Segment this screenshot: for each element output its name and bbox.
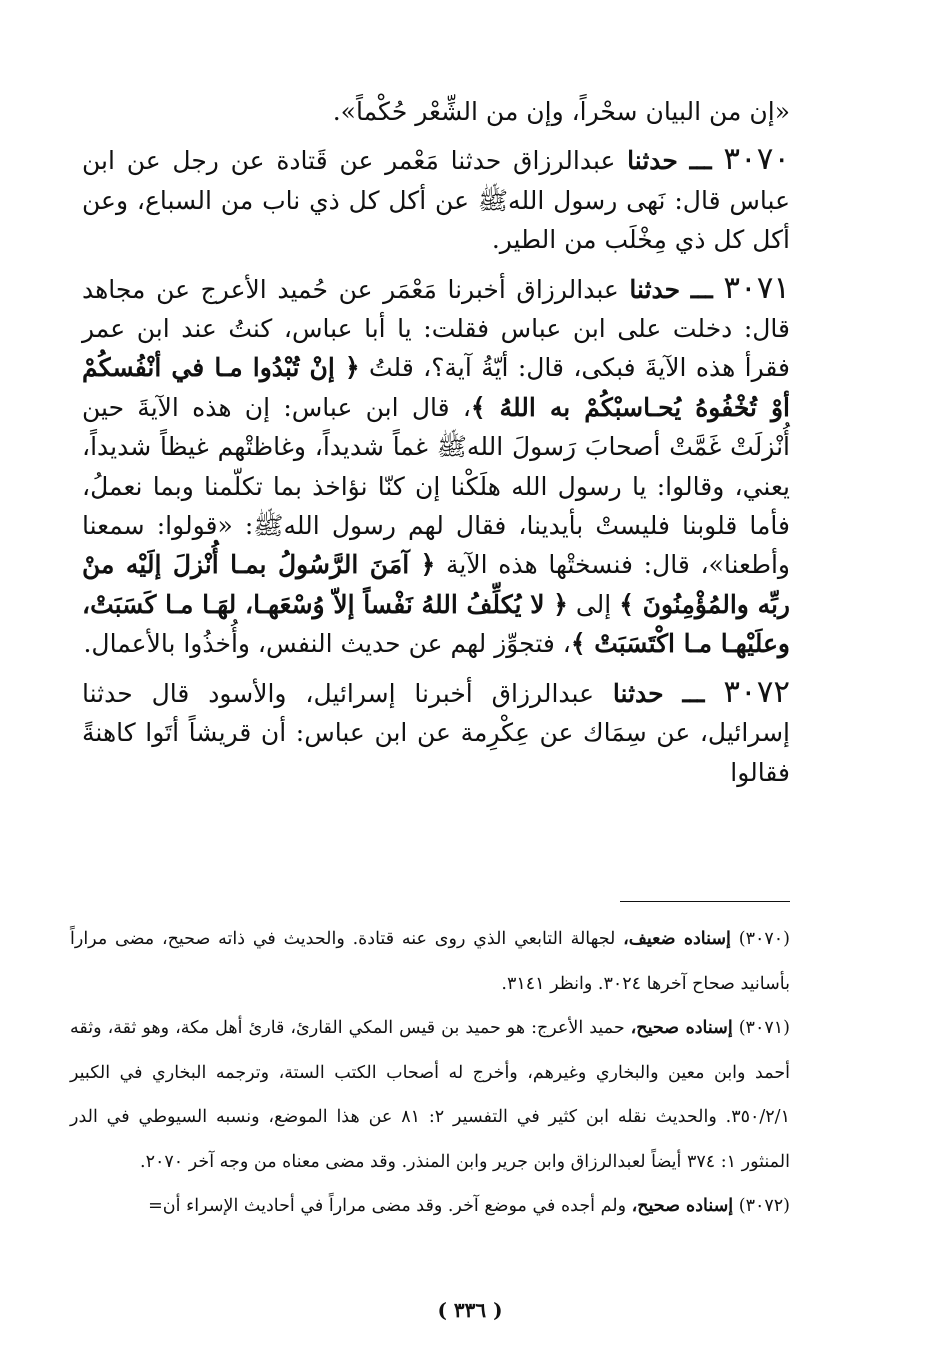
hadith-3072 [82,673,790,792]
footnote-separator [620,901,790,902]
hadith-text: عبدالرزاق حدثنا مَعْمر عن قَتادة عن رجل عن ابن عباس قال: نَهى رسول اللهﷺ عن أكل كل ذي ناب من السباع، وعن أكل كل ذي مِخْلَب من الطير. [82,146,790,255]
hadith-number: ٣٠٧١ [723,269,790,306]
page-number: ( ٣٣٦ ) [437,1298,503,1322]
quran-verse: ﴿ إنْ تُبْدُوا مـا في أنْفُسكُمْ أوْ تُخْفُوهُ يُحـاسبْكُمْ به اللهُ ﴾ [82,353,790,422]
hadith-dash: ـــ [689,146,712,176]
haddathana-word: حدثنا [629,274,681,304]
hadith-number: ٣٠٧٠ [723,141,790,178]
footnote-3071 [70,1006,790,1184]
hadith-text: ، فتجوِّز لهم عن حديث النفس، وأُخذُوا بالأعمال. [83,629,571,659]
footnote-3072 [70,1184,790,1229]
hadith-text: ، قال ابن عباس: إن هذه الآيةَ حين أُنْزلَتْ غَمَّتْ أصحابَ رَسولَ اللهﷺ غماً شديداً، وغاظتْهم غيظاً شديداً، يعني، وقالوا: يا رسول الله هلَكْنا إن كنّا نؤاخذ بما تكلّمنا وبما نعملُ، فأما قلوبنا فليستْ بأيدينا، فقال لهم رسول اللهﷺ: «قولوا: سمعنا وأطعنا»، قال: فنسختْها هذه الآية [82,392,790,580]
footnotes [70,917,790,1229]
footnote-text: حميد الأعرج: هو حميد بن قيس المكي القارئ، قارئ أهل مكة، وهو ثقة، وثقه أحمد وابن معين والبخاري وغيرهم، وأخرج له أصحاب الكتب الستة، وترجمه البخاري في الكبير ٣٥٠/٢/١. والحديث نقله ابن كثير في التفسير ٢: ٨١ عن هذا الموضع، ونسبه السيوطي في الدر المنثور ١: ٣٧٤ أيضاً لعبدالرزاق وابن جرير وابن المنذر. وقد مضى معناه من وجه آخر ٢٠٧٠. [70,1018,790,1172]
haddathana-word: حدثنا [612,678,664,708]
hadith-dash: ـــ [690,274,713,304]
footnote-text: لجهالة التابعي الذي روى عنه قتادة. والحديث في ذاته صحيح، مضى مراراً بأسانيد صحاح آخرها ٣٠٢٤. وانظر ٣١٤١. [70,929,790,994]
hadith-dash: ـــ [682,678,705,708]
footnote-text: ولم أجده في موضع آخر. وقد مضى مراراً في أحاديث الإسراء أن= [148,1196,632,1216]
footnote-3070 [70,917,790,1006]
hadith-number: ٣٠٧٢ [723,673,791,710]
quran-verse: ﴿ آمَنَ الرَّسُولُ بمـا أُنْزلَ إلَيْه منْ ربِّه والمُؤْمِنُونَ ﴾ [82,550,791,619]
footnote-grade: إسناده صحيح، [630,1018,733,1038]
footnote-grade: إسناده صحيح، [631,1196,734,1216]
hadith-text: عبدالرزاق أخبرنا إسرائيل، والأسود قال حدثنا إسرائيل، عن سِمَاك عن عِكْرِمة عن ابن عباس: أن قريشاً أتَوا كاهنةً فقالوا [82,678,790,787]
hadith-3071 [82,269,790,664]
footnote-ref: (٣٠٧٠) [738,929,790,949]
hadith-text: عبدالرزاق أخبرنا مَعْمَر عن حُميد الأعرج عن مجاهد قال: دخلت على ابن عباس فقلت: يا أبا عباس، كنتُ عند ابن عمر فقرأ هذه الآيةَ فبكى، قال: أيّةُ آية؟، قلتُ [82,274,790,383]
footnote-ref: (٣٠٧١) [738,1018,790,1038]
paragraph-intro [82,92,790,131]
haddathana-word: حدثنا [627,146,678,176]
footnote-grade: إسناده ضعيف، [623,929,731,949]
paragraph-text: «إن من البيان سحْراً، وإن من الشِّعْر حُكْماً». [332,97,790,126]
main-text [82,92,790,792]
footnote-ref: (٣٠٧٢) [738,1196,790,1216]
quran-verse: ﴿ لا يُكلِّفُ اللهُ نَفْساً إلاّ وُسْعَهـا، لهَـا مـا كَسَبَتْ، وعلَيْهـا مـا اكْتَسَبَتْ ﴾ [82,589,790,659]
hadith-text: إلى [567,589,620,619]
hadith-3070 [82,140,790,259]
